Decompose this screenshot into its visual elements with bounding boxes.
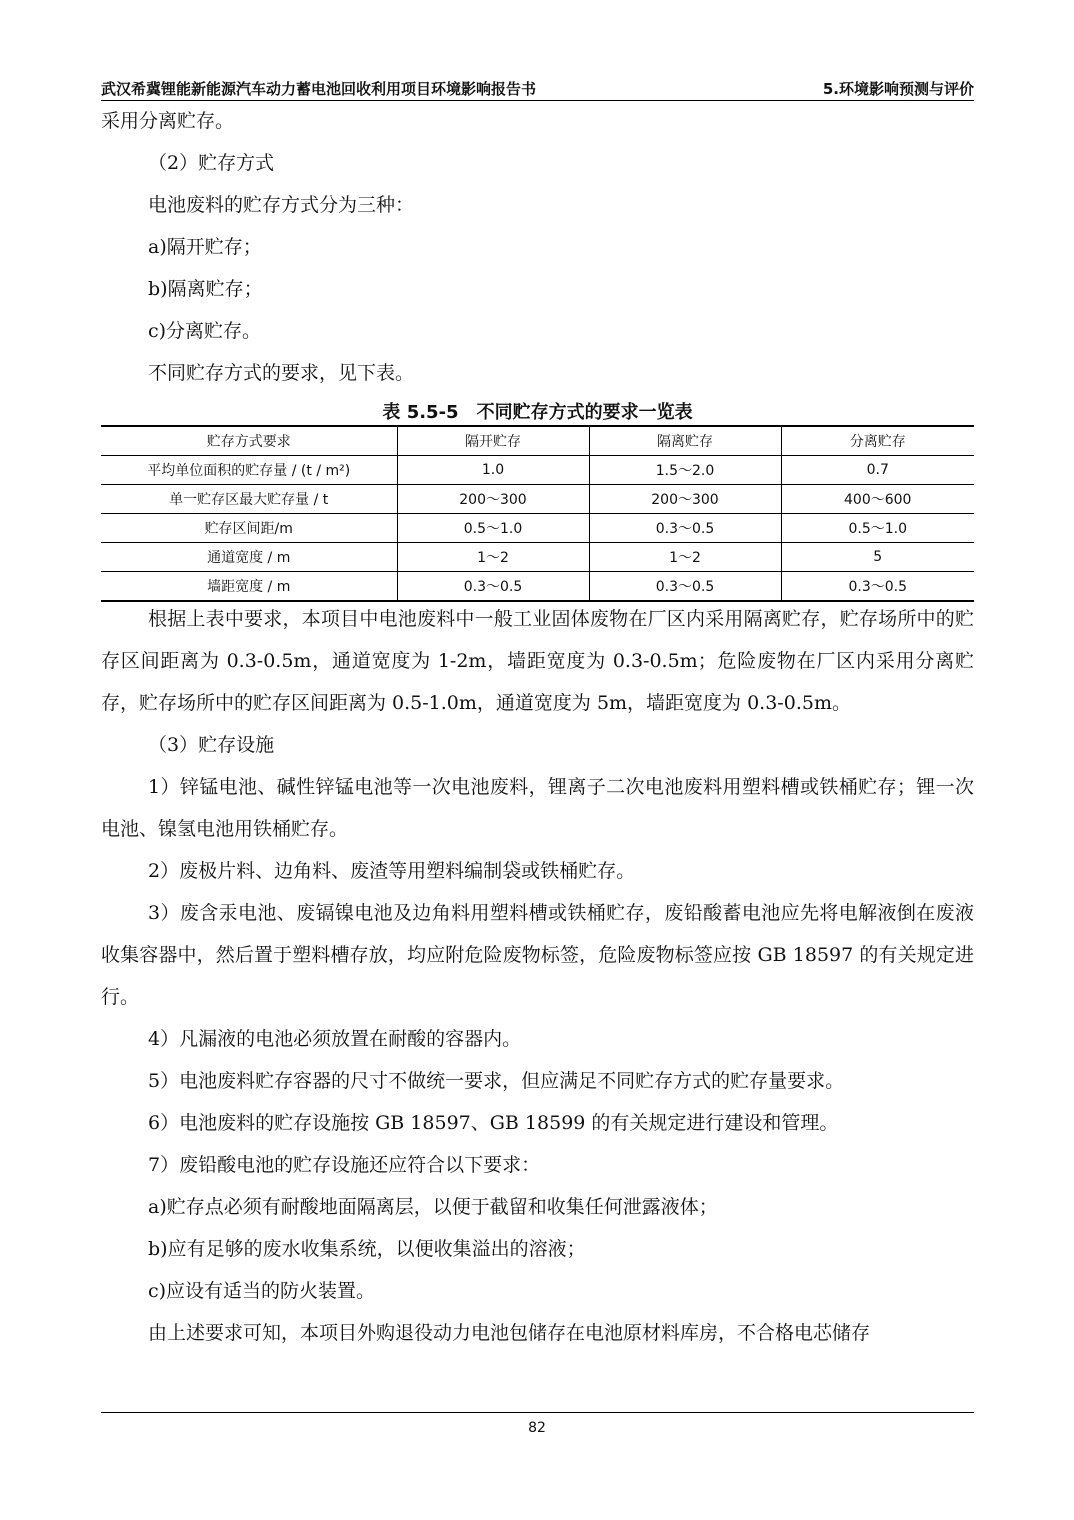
table-header-row — [101, 426, 974, 456]
paragraph: a)隔开贮存； — [148, 236, 262, 258]
paragraph: a)贮存点必须有耐酸地面隔离层，以便于截留和收集任何泄露液体； — [148, 1196, 718, 1218]
top-content — [101, 100, 974, 394]
table-cell: 0.3～0.5 — [397, 572, 589, 602]
table-row — [101, 572, 974, 602]
table-cell: 1～2 — [397, 543, 589, 572]
table-cell: 200～300 — [589, 485, 781, 514]
table-cell: 0.3～0.5 — [589, 572, 781, 602]
table-header-cell: 隔开贮存 — [397, 426, 589, 456]
table-header-cell: 贮存方式要求 — [101, 426, 397, 456]
table-cell: 0.3～0.5 — [781, 572, 974, 602]
table-cell: 通道宽度 / m — [101, 543, 397, 572]
paragraph: 7）废铅酸电池的贮存设施还应符合以下要求： — [148, 1154, 541, 1176]
table-header-cell: 隔离贮存 — [589, 426, 781, 456]
paragraph: c)应设有适当的防火装置。 — [148, 1280, 376, 1302]
paragraph: b)应有足够的废水收集系统，以便收集溢出的溶液； — [148, 1238, 586, 1260]
table-cell: 1.5～2.0 — [589, 456, 781, 485]
table-cell: 400～600 — [781, 485, 974, 514]
table-cell: 墙距宽度 / m — [101, 572, 397, 602]
paragraph: 不同贮存方式的要求，见下表。 — [148, 362, 415, 384]
table-row — [101, 456, 974, 485]
paragraph: 3）废含汞电池、废镉镍电池及边角料用塑料槽或铁桶贮存，废铅酸蓄电池应先将电解液倒在废液收集容器中，然后置于塑料槽存放，均应附危险废物标签，危险废物标签应按 GB 18597 的有关规定进行。 — [101, 902, 974, 1008]
storage-requirements-table — [101, 425, 974, 602]
table-header-cell: 分离贮存 — [781, 426, 974, 456]
table-caption: 表 5.5-5 不同贮存方式的要求一览表 — [382, 402, 693, 423]
paragraph: 4）凡漏液的电池必须放置在耐酸的容器内。 — [148, 1028, 522, 1050]
page-header — [101, 76, 974, 101]
paragraph: 6）电池废料的贮存设施按 GB 18597、GB 18599 的有关规定进行建设和管理。 — [148, 1112, 839, 1134]
paragraph: 采用分离贮存。 — [101, 110, 235, 132]
table-cell: 1.0 — [397, 456, 589, 485]
paragraph: 由上述要求可知，本项目外购退役动力电池包储存在电池原材料库房，不合格电芯储存 — [148, 1322, 871, 1344]
paragraph: 电池废料的贮存方式分为三种： — [148, 194, 415, 216]
table-cell: 1～2 — [589, 543, 781, 572]
paragraph: 5）电池废料贮存容器的尺寸不做统一要求，但应满足不同贮存方式的贮存量要求。 — [148, 1070, 845, 1092]
table-row — [101, 543, 974, 572]
paragraph: （3）贮存设施 — [148, 734, 275, 756]
table-cell: 单一贮存区最大贮存量 / t — [101, 485, 397, 514]
paragraph: c)分离贮存。 — [148, 320, 262, 342]
table-cell: 0.7 — [781, 456, 974, 485]
paragraph: 2）废极片料、边角料、废渣等用塑料编制袋或铁桶贮存。 — [148, 860, 636, 882]
table-cell: 0.3～0.5 — [589, 514, 781, 543]
table-cell: 200～300 — [397, 485, 589, 514]
footer-rule — [101, 1412, 974, 1413]
table-row — [101, 514, 974, 543]
table-cell: 0.5～1.0 — [781, 514, 974, 543]
page-number: 82 — [528, 1420, 546, 1436]
table-row — [101, 485, 974, 514]
paragraph: b)隔离贮存； — [148, 278, 263, 300]
header-section: 5.环境影响预测与评价 — [822, 80, 974, 98]
body-content — [101, 598, 974, 1354]
paragraph: 1）锌锰电池、碱性锌锰电池等一次电池废料，锂离子二次电池废料用塑料槽或铁桶贮存；锂一次电池、镍氢电池用铁桶贮存。 — [101, 776, 974, 840]
paragraph: 根据上表中要求，本项目中电池废料中一般工业固体废物在厂区内采用隔离贮存，贮存场所中的贮存区间距离为 0.3-0.5m，通道宽度为 1-2m，墙距宽度为 0.3-0.5m；危险废物在厂区内采用分离贮存，贮存场所中的贮存区间距离为 0.5-1.0m，通道宽度为 5m，墙距宽度为 0.3-0.5m。 — [101, 608, 974, 714]
table-cell: 5 — [781, 543, 974, 572]
header-title: 武汉希冀锂能新能源汽车动力蓄电池回收利用项目环境影响报告书 — [101, 80, 537, 98]
table-cell: 0.5～1.0 — [397, 514, 589, 543]
table-cell: 平均单位面积的贮存量 / (t / m²) — [101, 456, 397, 485]
paragraph: （2）贮存方式 — [148, 152, 275, 174]
table-cell: 贮存区间距/m — [101, 514, 397, 543]
